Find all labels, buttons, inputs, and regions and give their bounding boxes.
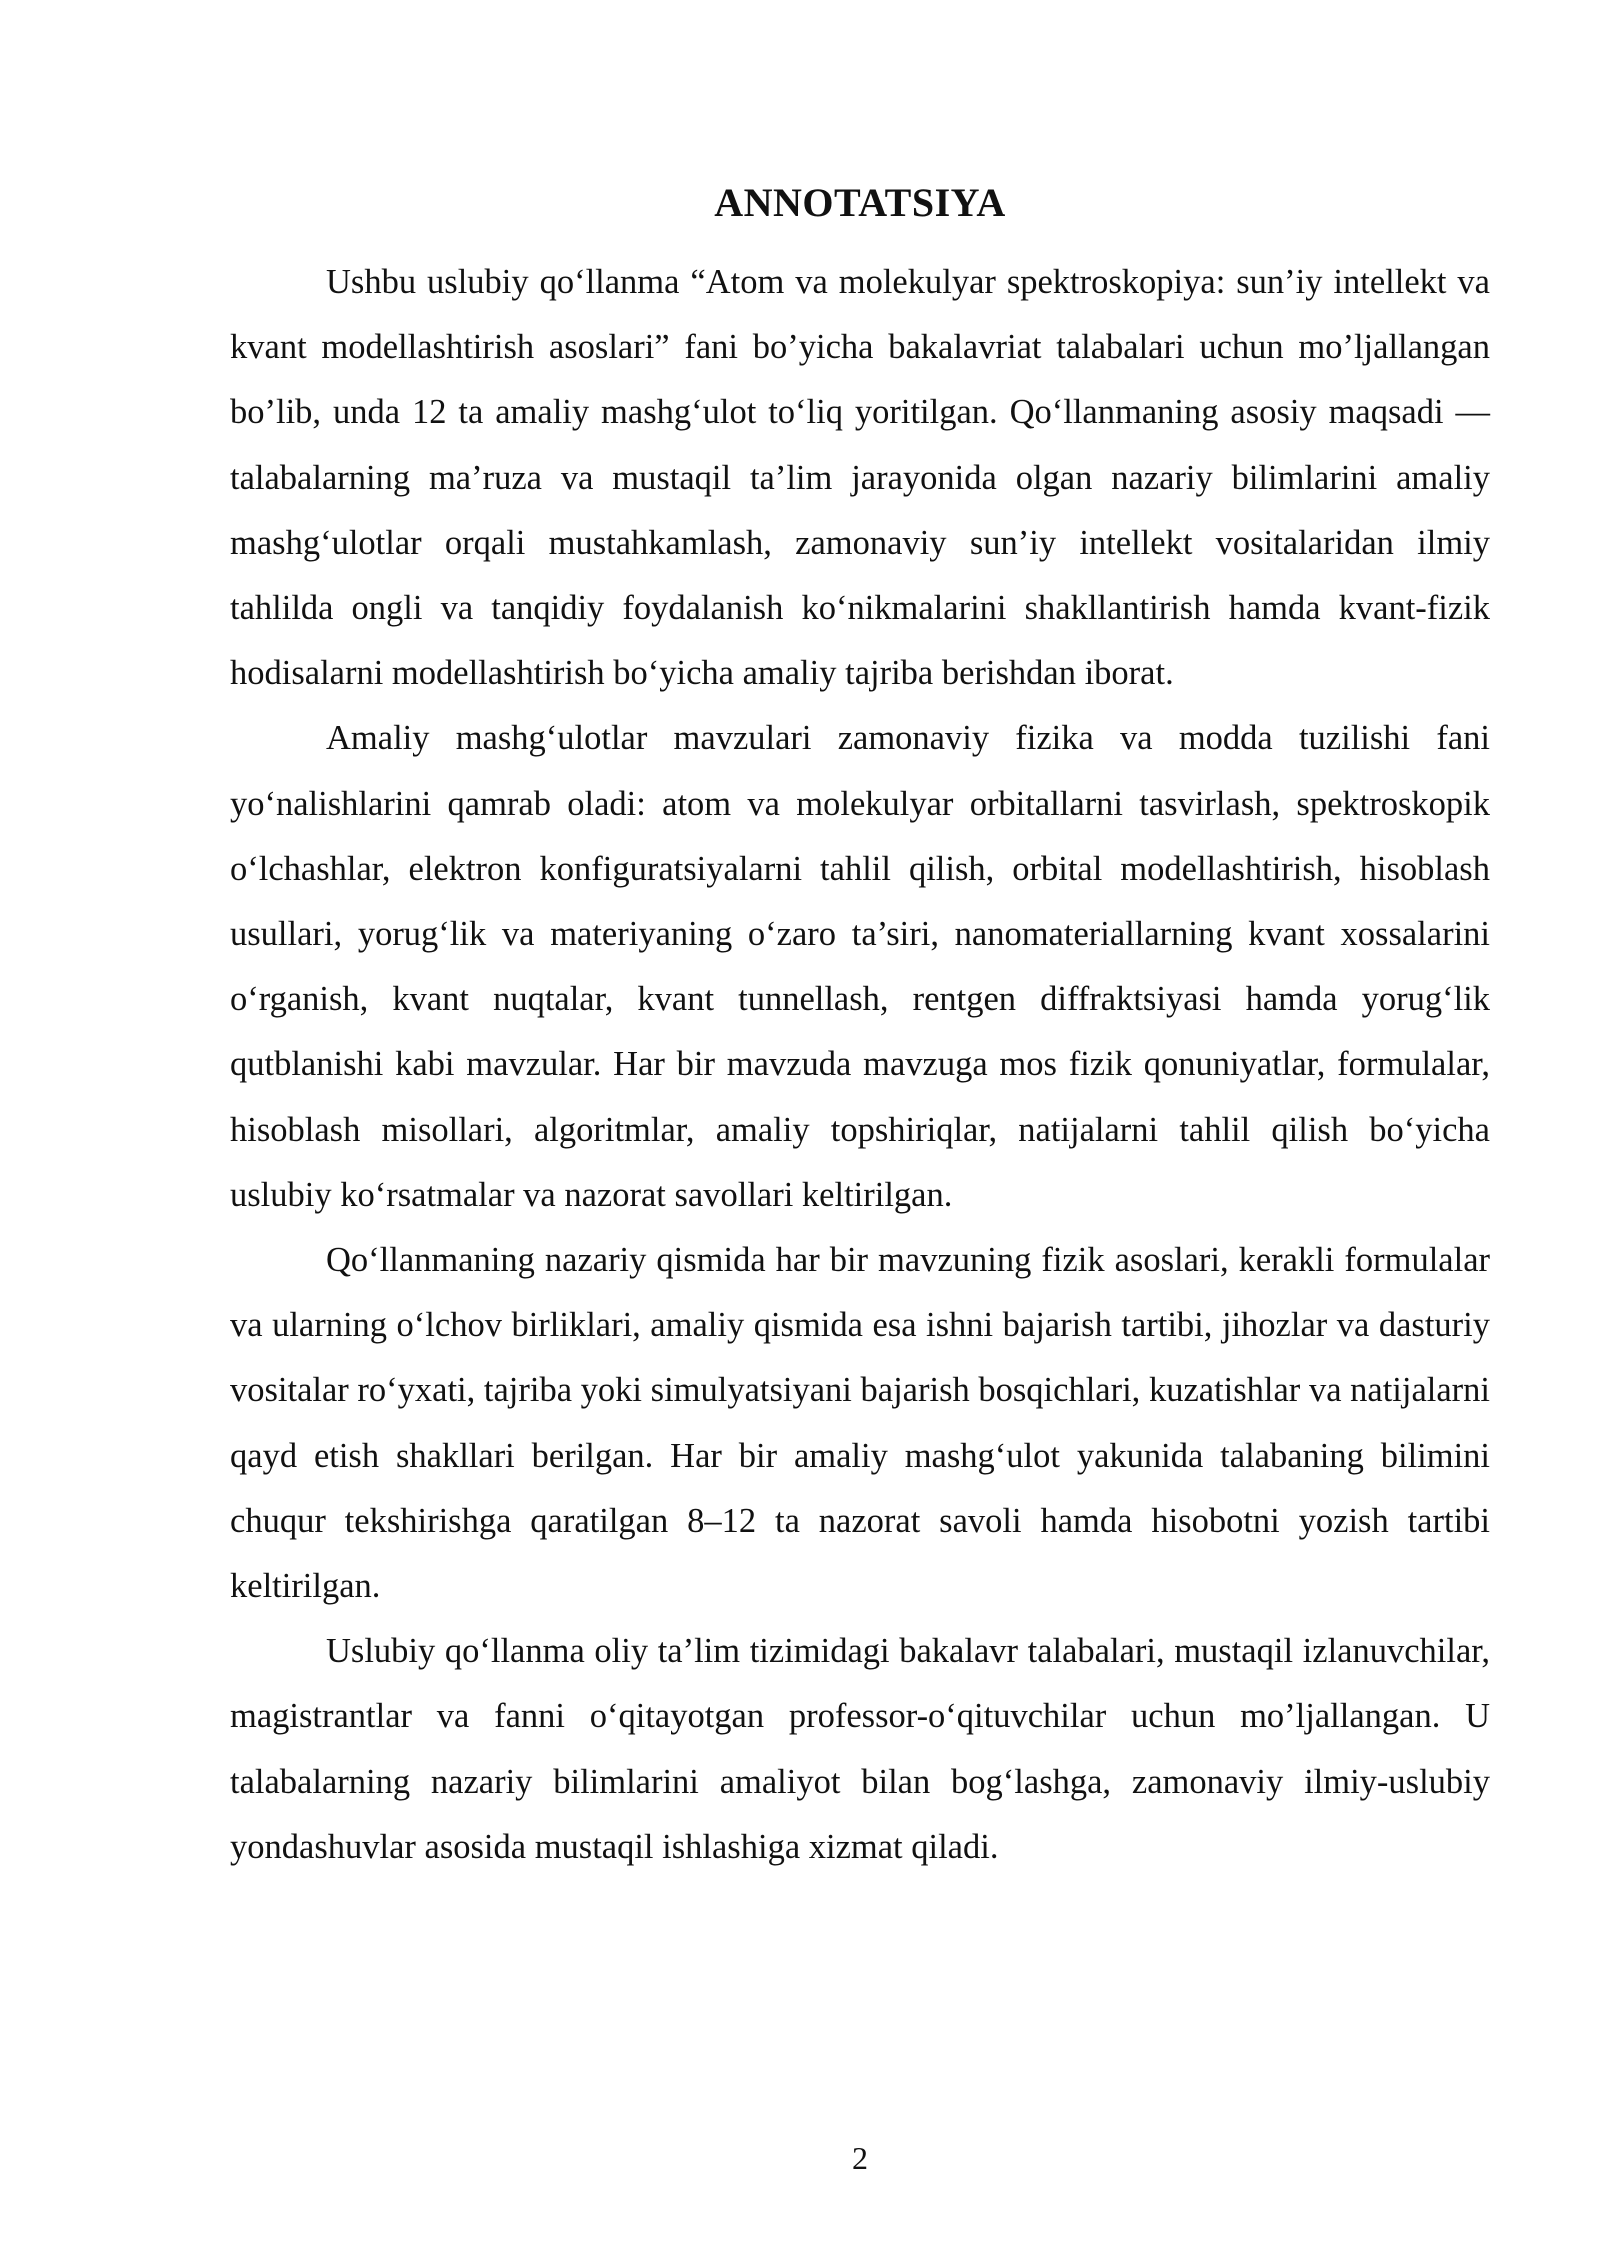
paragraph-1: Ushbu uslubiy qo‘llanma “Atom va molekulyar spektroskopiya: sun’iy intellekt va kvant modellashtirish asoslari” fani bo’yicha bakalavriat talabalari uchun mo’ljallangan bo’lib, unda 12 ta amaliy mashg‘ulot to‘liq yoritilgan. Qo‘llanmaning asosiy maqsadi — talabalarning ma’ruza va mustaqil ta’lim jarayonida olgan nazariy bilimlarini amaliy mashg‘ulotlar orqali mustahkamlash, zamonaviy sun’iy intellekt vositalaridan ilmiy tahlilda ongli va tanqidiy foydalanish ko‘nikmalarini shakllantirish hamda kvant-fizik hodisalarni modellashtirish bo‘yicha amaliy tajriba berishdan iborat.	[230, 263, 1490, 693]
page-title: ANNOTATSIYA	[714, 179, 1006, 225]
annotation-body	[230, 250, 1490, 1880]
page-number: 2	[852, 2140, 868, 2176]
paragraph-3: Qo‘llanmaning nazariy qismida har bir mavzuning fizik asoslari, kerakli formulalar va ularning o‘lchov birliklari, amaliy qismida esa ishni bajarish tartibi, jihozlar va dasturiy vositalar ro‘yxati, tajriba yoki simulyatsiyani bajarish bosqichlari, kuzatishlar va natijalarni qayd etish shakllari berilgan. Har bir amaliy mashg‘ulot yakunida talabaning bilimini chuqur tekshirishga qaratilgan 8–12 ta nazorat savoli hamda hisobotni yozish tartibi keltirilgan.	[230, 1241, 1490, 1606]
paragraph-2: Amaliy mashg‘ulotlar mavzulari zamonaviy fizika va modda tuzilishi fani yo‘nalishlarini qamrab oladi: atom va molekulyar orbitallarni tasvirlash, spektroskopik o‘lchashlar, elektron konfiguratsiyalarni tahlil qilish, orbital modellashtirish, hisoblash usullari, yorug‘lik va materiyaning o‘zaro ta’siri, nanomateriallarning kvant xossalarini o‘rganish, kvant nuqtalar, kvant tunnellash, rentgen diffraktsiyasi hamda yorug‘lik qutblanishi kabi mavzular. Har bir mavzuda mavzuga mos fizik qonuniyatlar, formulalar, hisoblash misollari, algoritmlar, amaliy topshiriqlar, natijalarni tahlil qilish bo‘yicha uslubiy ko‘rsatmalar va nazorat savollari keltirilgan.	[230, 719, 1490, 1214]
paragraph-4: Uslubiy qo‘llanma oliy ta’lim tizimidagi bakalavr talabalari, mustaqil izlanuvchilar, magistrantlar va fanni o‘qitayotgan professor-o‘qituvchilar uchun mo’ljallangan. U talabalarning nazariy bilimlarini amaliyot bilan bog‘lashga, zamonaviy ilmiy-uslubiy yondashuvlar asosida mustaqil ishlashiga xizmat qiladi.	[230, 1632, 1490, 1866]
